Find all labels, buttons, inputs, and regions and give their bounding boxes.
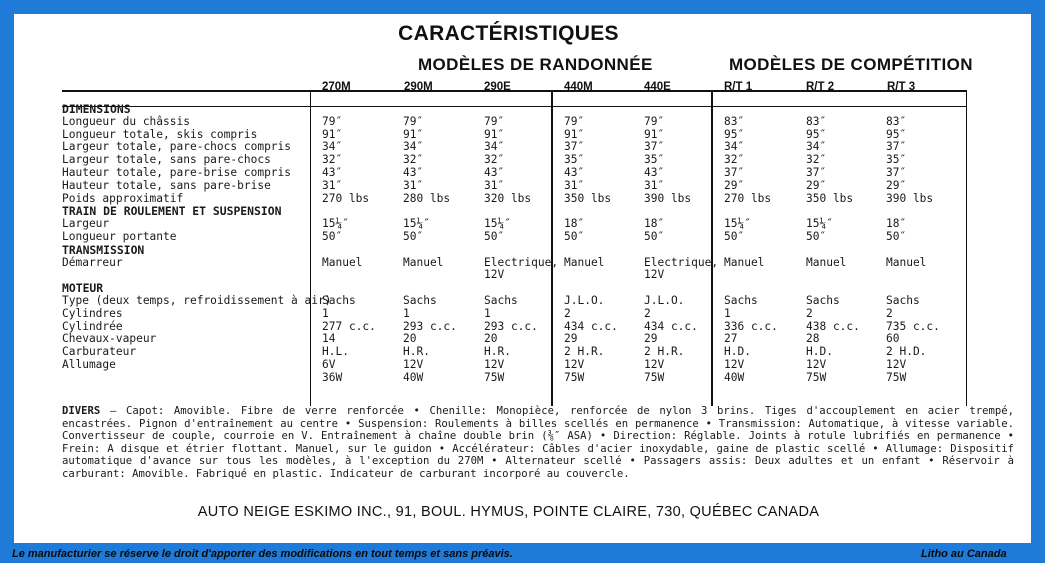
spec-value: 37″	[644, 140, 665, 154]
spec-value: Sachs	[724, 293, 758, 307]
group-heading-randonnee: MODÈLES DE RANDONNÉE	[418, 55, 653, 74]
spec-value: 83″	[724, 114, 745, 128]
spec-labels	[62, 103, 331, 385]
spec-value: 350 lbs	[564, 191, 612, 205]
spec-value	[484, 244, 558, 257]
spec-value	[806, 244, 860, 257]
spec-value: 34″	[403, 140, 424, 154]
spec-value: Manuel	[724, 255, 765, 269]
spec-value: 37″	[564, 140, 585, 154]
spec-value: 29″	[724, 178, 745, 192]
spec-value: 12V	[644, 357, 665, 371]
spec-value: 79″	[403, 114, 424, 128]
spec-value: 2	[564, 306, 571, 320]
spec-value: 83″	[806, 114, 827, 128]
spec-value: 735 c.c.	[886, 319, 940, 333]
spec-value	[644, 103, 718, 116]
spec-value: 79″	[322, 114, 343, 128]
spec-value: 12V	[403, 357, 424, 371]
section-heading: DIMENSIONS	[62, 102, 131, 116]
spec-value: 79″	[484, 114, 505, 128]
spec-value: 32″	[322, 153, 343, 167]
spec-value: 31″	[644, 178, 665, 192]
spec-value	[886, 269, 940, 282]
spec-value: 40W	[403, 370, 424, 384]
spec-value: Sachs	[806, 293, 840, 307]
spec-value	[564, 103, 618, 116]
spec-value: 1	[724, 306, 731, 320]
spec-value: 20	[484, 332, 498, 346]
spec-value: 43″	[644, 165, 665, 179]
spec-column-rt1	[724, 103, 778, 385]
spec-value: 34″	[484, 140, 505, 154]
spec-value: 2	[806, 306, 813, 320]
spec-value: 32″	[403, 153, 424, 167]
spec-value: 29″	[886, 178, 907, 192]
spec-label: Cylindres	[62, 306, 123, 320]
spec-value: 36W	[322, 370, 343, 384]
spec-value	[806, 269, 860, 282]
spec-value: 50″	[724, 229, 745, 243]
model-header: R/T 2	[806, 81, 835, 93]
spec-label: Chevaux-vapeur	[62, 332, 157, 346]
spec-value: Manuel	[886, 255, 927, 269]
spec-value: 390 lbs	[886, 191, 934, 205]
spec-value: 34″	[724, 140, 745, 154]
spec-value: 1	[484, 306, 491, 320]
spec-value: 95″	[886, 127, 907, 141]
spec-value: 31″	[403, 178, 424, 192]
spec-value: 37″	[886, 165, 907, 179]
spec-value	[564, 269, 618, 282]
spec-value: 60	[886, 332, 900, 346]
section-heading: MOTEUR	[62, 281, 104, 296]
spec-value: Electrique,	[644, 255, 719, 269]
spec-value: 20	[403, 332, 417, 346]
model-header: 270M	[322, 81, 351, 93]
divers-label: DIVERS	[62, 405, 101, 417]
spec-column-290m	[403, 103, 457, 385]
spec-value: 270 lbs	[724, 191, 772, 205]
spec-value: Manuel	[403, 255, 444, 269]
spec-value: 2	[886, 306, 893, 320]
spec-value: 34″	[806, 140, 827, 154]
spec-value: 75W	[806, 370, 827, 384]
spec-value: 75W	[886, 370, 907, 384]
spec-column-270m	[322, 103, 376, 385]
model-header: 440M	[564, 81, 593, 93]
spec-value: 79″	[644, 114, 665, 128]
spec-value: 18″	[564, 217, 585, 231]
spec-value: H.D.	[724, 345, 751, 359]
spec-label: Carburateur	[62, 345, 137, 359]
spec-value: 390 lbs	[644, 191, 692, 205]
spec-value: 18″	[644, 217, 665, 231]
spec-value: J.L.O.	[564, 293, 605, 307]
spec-value: 32″	[724, 153, 745, 167]
spec-value: 12V	[644, 268, 665, 282]
spec-column-440m	[564, 103, 618, 385]
spec-value: 75W	[564, 370, 585, 384]
spec-value: 91″	[564, 127, 585, 141]
spec-value: 31″	[484, 178, 505, 192]
spec-label: Largeur	[62, 217, 110, 231]
spec-value: 50″	[564, 229, 585, 243]
spec-value: 15¼″	[806, 217, 833, 231]
spec-value: 95″	[806, 127, 827, 141]
spec-label: Démarreur	[62, 255, 123, 269]
spec-value: 83″	[886, 114, 907, 128]
spec-value	[403, 244, 457, 257]
spec-value: 15¼″	[403, 217, 430, 231]
column-divider-right	[966, 90, 967, 406]
footer-disclaimer: Le manufacturier se réserve le droit d'apporter des modifications en tout temps et sans préavis.	[12, 548, 513, 560]
spec-value: 35″	[644, 153, 665, 167]
spec-value: 91″	[403, 127, 424, 141]
spec-label: Largeur totale, sans pare-chocs	[62, 153, 271, 167]
spec-value: 14	[322, 332, 336, 346]
spec-value: 277 c.c.	[322, 319, 376, 333]
spec-value: H.D.	[806, 345, 833, 359]
divers-text: — Capot: Amovible. Fibre de verre renforcée • Chenille: Monopièce, renforcée de nylon 3 brins. Tiges d'accouplement en acier trempé, encastrées. Pignon d'entraînement au centre • Suspension: Roulements à billes scellés en permanence • Transmission: Automatique, à vitesse variable. Convertisseur de couple, courroie en V. Entraînement à chaîne double brin (⅜″ ASA) • Direction: Réglable. Joints à rotule lubrifiés en permanence • Frein: A disque et étrier flottant. Manuel, sur le guidon • Accélérateur: Câbles d'acier inoxydable, gaine de plastic scellé • Allumage: Dispositif automatique d'avance sur tous les modèles, à l'exception du 270M • Alternateur scellé • Passagers assis: Deux adultes et un enfant • Réservoir à carburant: Amovible. Fabriqué en plastic. Indicateur de carburant incorporé au couvercle.	[62, 405, 1014, 480]
spec-value: 43″	[564, 165, 585, 179]
spec-value	[724, 103, 778, 116]
section-heading: TRANSMISSION	[62, 242, 145, 257]
spec-value: Sachs	[886, 293, 920, 307]
spec-value: 320 lbs	[484, 191, 532, 205]
spec-value: 31″	[322, 178, 343, 192]
spec-value: 32″	[806, 153, 827, 167]
spec-value: 50″	[886, 229, 907, 243]
spec-value	[886, 244, 940, 257]
spec-value: 75W	[484, 370, 505, 384]
spec-value: 29	[564, 332, 578, 346]
section-heading: TRAIN DE ROULEMENT ET SUSPENSION	[62, 204, 282, 219]
spec-column-440e	[644, 103, 718, 385]
spec-value: Manuel	[564, 255, 605, 269]
spec-value: 438 c.c.	[806, 319, 860, 333]
spec-value: 15¼″	[484, 217, 511, 231]
spec-value: 35″	[886, 153, 907, 167]
model-header: 290M	[404, 81, 433, 93]
spec-value	[322, 269, 376, 282]
spec-value: Electrique,	[484, 255, 559, 269]
spec-label: Hauteur totale, sans pare-brise	[62, 178, 271, 192]
spec-value	[403, 269, 457, 282]
spec-value: 79″	[564, 114, 585, 128]
spec-value: 50″	[644, 229, 665, 243]
spec-value: 32″	[484, 153, 505, 167]
spec-value: 29″	[806, 178, 827, 192]
spec-column-290e	[484, 103, 558, 385]
spec-value: 28	[806, 332, 820, 346]
spec-label: Poids approximatif	[62, 191, 184, 205]
page-title: CARACTÉRISTIQUES	[398, 22, 619, 45]
spec-label: Longueur portante	[62, 229, 177, 243]
spec-value: Sachs	[484, 293, 518, 307]
spec-label: Largeur totale, pare-chocs compris	[62, 140, 292, 154]
spec-value: 15¼″	[724, 217, 751, 231]
spec-value: H.L.	[322, 345, 349, 359]
spec-value: 1	[403, 306, 410, 320]
spec-value: H.R.	[484, 345, 511, 359]
spec-value	[322, 244, 376, 257]
spec-value: Manuel	[322, 255, 363, 269]
model-header: R/T 1	[724, 81, 753, 93]
spec-value: 43″	[484, 165, 505, 179]
company-address: AUTO NEIGE ESKIMO INC., 91, BOUL. HYMUS, POINTE CLAIRE, 730, QUÉBEC CANADA	[197, 504, 820, 520]
spec-value: J.L.O.	[644, 293, 685, 307]
spec-value: 1	[322, 306, 329, 320]
spec-value: 434 c.c.	[644, 319, 698, 333]
spec-value	[724, 244, 778, 257]
spec-value	[886, 103, 940, 116]
spec-value: 12V	[806, 357, 827, 371]
footer-litho: Litho au Canada	[921, 548, 1007, 560]
spec-value: 40W	[724, 370, 745, 384]
spec-label: Hauteur totale, pare-brise compris	[62, 165, 292, 179]
spec-value	[644, 244, 718, 257]
spec-value	[564, 244, 618, 257]
spec-value: 43″	[322, 165, 343, 179]
spec-label: Cylindrée	[62, 319, 123, 333]
spec-value: 2 H.D.	[886, 345, 927, 359]
spec-value: 2	[644, 306, 651, 320]
model-header: R/T 3	[887, 81, 916, 93]
spec-value: 15¼″	[322, 217, 349, 231]
model-header: 440E	[644, 81, 671, 93]
spec-value: 280 lbs	[403, 191, 451, 205]
spec-value: 12V	[484, 268, 505, 282]
spec-value: 35″	[564, 153, 585, 167]
spec-value: 95″	[724, 127, 745, 141]
spec-value: 91″	[322, 127, 343, 141]
spec-value: Manuel	[806, 255, 847, 269]
spec-value: 37″	[806, 165, 827, 179]
spec-value: 50″	[403, 229, 424, 243]
spec-value: H.R.	[403, 345, 430, 359]
spec-label: Allumage	[62, 357, 116, 371]
spec-value: 293 c.c.	[403, 319, 457, 333]
spec-value	[403, 103, 457, 116]
spec-value: 31″	[564, 178, 585, 192]
spec-label: Type (deux temps, refroidissement à air)	[62, 293, 332, 307]
group-heading-competition: MODÈLES DE COMPÉTITION	[729, 55, 973, 74]
divers-paragraph	[62, 405, 1014, 481]
spec-value: 6V	[322, 357, 336, 371]
spec-label	[62, 372, 331, 385]
spec-value: 12V	[886, 357, 907, 371]
spec-value: 12V	[484, 357, 505, 371]
spec-value: 37″	[724, 165, 745, 179]
spec-value: Sachs	[403, 293, 437, 307]
spec-value: 18″	[886, 217, 907, 231]
spec-value: 50″	[806, 229, 827, 243]
spec-value: Sachs	[322, 293, 356, 307]
spec-value: 434 c.c.	[564, 319, 618, 333]
spec-column-rt3	[886, 103, 940, 385]
spec-value: 2 H.R.	[644, 345, 685, 359]
spec-value	[806, 103, 860, 116]
spec-value: 91″	[644, 127, 665, 141]
spec-value: 27	[724, 332, 738, 346]
spec-value: 37″	[886, 140, 907, 154]
spec-value: 50″	[484, 229, 505, 243]
spec-value: 91″	[484, 127, 505, 141]
spec-label: Longueur totale, skis compris	[62, 127, 258, 141]
spec-value: 350 lbs	[806, 191, 854, 205]
spec-value: 43″	[403, 165, 424, 179]
spec-value: 336 c.c.	[724, 319, 778, 333]
spec-value: 12V	[724, 357, 745, 371]
spec-value: 270 lbs	[322, 191, 370, 205]
spec-value: 2 H.R.	[564, 345, 605, 359]
spec-column-rt2	[806, 103, 860, 385]
spec-value: 75W	[644, 370, 665, 384]
spec-value: 293 c.c.	[484, 319, 538, 333]
spec-value: 29	[644, 332, 658, 346]
spec-value	[484, 103, 558, 116]
spec-value	[724, 269, 778, 282]
spec-value: 50″	[322, 229, 343, 243]
model-header: 290E	[484, 81, 511, 93]
spec-value	[322, 103, 376, 116]
spec-label: Longueur du châssis	[62, 114, 190, 128]
spec-value: 12V	[564, 357, 585, 371]
spec-value: 34″	[322, 140, 343, 154]
